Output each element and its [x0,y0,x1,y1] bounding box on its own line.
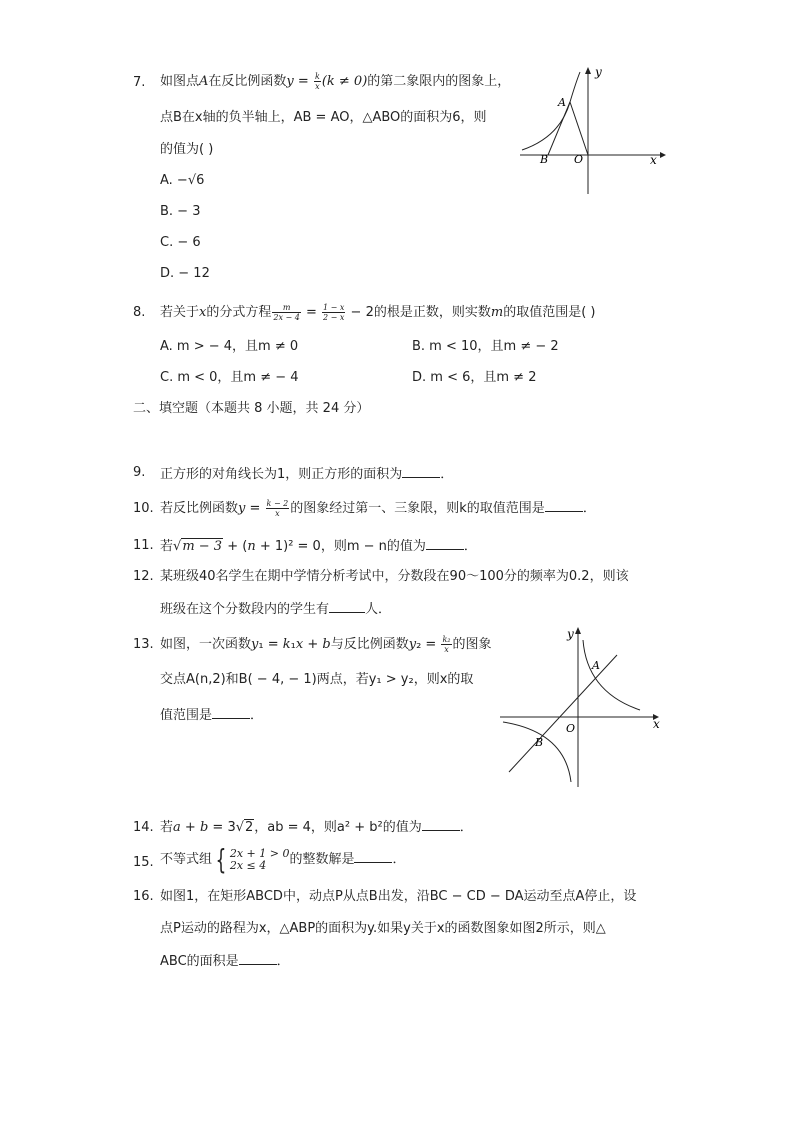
q13-line3 [160,706,263,724]
answer-blank[interactable] [329,600,365,613]
answer-blank[interactable] [426,537,464,550]
q13-number: 13. [133,637,154,652]
q14-line: 若a + b = 3√2，ab = 4，则a² + b²的值为 ． [160,820,473,835]
q15-text: 不等式组 [160,852,213,867]
q9-text: 正方形的对角线长为1，则正方形的面积为 [160,467,403,482]
answer-blank[interactable] [402,465,440,478]
q8-text: 的根是正数，则实数 [373,305,491,320]
q16-end: ． [276,954,290,969]
q13-fig-label-b: B [535,736,544,749]
answer-blank[interactable] [212,706,250,719]
q9-number: 9. [133,465,146,480]
q8-option-a: A. m > − 4，且m ≠ 0 [160,339,299,354]
q15-eq1: 2x + 1 > 0 [229,846,290,860]
q7-line1: 如图点A在反比例函数y = $\frac{k}{x}$ (k ≠ 0)的第二象限内的图象上， [160,72,511,91]
q13-text: 的图象 [452,637,492,652]
q9-end: ． [440,467,454,482]
q7-fig-label-o: O [574,153,584,166]
q12-text: 班级在这个分数段内的学生有 [160,602,330,617]
q10-line: 若反比例函数y = $\frac{k - 2}{x}$ 的图象经过第一、三象限，则k的取值范围是 ． [160,499,596,518]
q16-line2: 点P运动的路程为x，△ABP的面积为y.如果y关于x的函数图象如图2所示，则△ [160,921,606,936]
q11-text: ，则m − n的值为 [320,539,426,554]
q13-line1: 如图，一次函数y₁ = k₁x + b与反比例函数y₂ = $\frac{\text{k₂}}{x}$ 的图象 [160,635,492,654]
section-heading: 二、填空题（本题共 8 小题，共 24 分） [133,401,370,416]
q16-line1: 如图1，在矩形ABCD中，动点P从点B出发，沿BC − CD − DA运动至点A停止，设 [160,889,637,904]
q13-end: ． [250,708,264,723]
q7-option-a: A. −√6 [160,173,205,188]
q7-fig-label-x: x [650,153,657,167]
q15-line: 不等式组 { 2x + 1 > 0 2x ≤ 4 的整数解是 ． [160,842,406,876]
q7-option-b: B. − 3 [160,204,201,219]
q8-text: 的取值范围是( ) [503,305,596,320]
q7-option-c: C. − 6 [160,235,201,250]
q11-text: 若 [160,539,174,554]
q13-text: 与反比例函数 [330,637,409,652]
q7-text: 在反比例函数 [208,74,287,89]
q16-number: 16. [133,889,154,904]
q14-text: 若 [160,820,174,835]
q7-fig-label-y: y [595,65,602,79]
q13-fig-label-a: A [592,659,600,672]
q7-fig-label-a: A [558,96,566,109]
q10-text: 若反比例函数 [160,501,239,516]
answer-blank[interactable] [354,850,392,863]
q10-number: 10. [133,501,154,516]
q7-fig-label-b: B [540,153,549,166]
q15-number: 15. [133,855,154,870]
q13-text: 值范围是 [160,708,213,723]
q11-end: ． [463,539,477,554]
q16-line3 [160,952,290,970]
q7-figure [510,62,670,197]
q10-end: ． [582,501,596,516]
q7-line2: 点B在x轴的负半轴上，AB = AO，△ABO的面积为6，则 [160,110,487,125]
q13-fig-label-o: O [566,722,576,735]
q8-option-b: B. m < 10，且m ≠ − 2 [412,339,559,354]
answer-blank[interactable] [545,499,583,512]
q8-line1: 若关于x的分式方程 $\frac{m}{2x - 4}$ = $\frac{1 - x}{2 - x}$ − 2的根是正数，则实数m的取值范围是( ) [160,303,596,322]
q7-line3: 的值为( ) [160,142,214,157]
q10-text: 的图象经过第一、三象限，则k的取值范围是 [290,501,545,516]
answer-blank[interactable] [239,952,277,965]
q14-end: ． [459,820,473,835]
q8-option-d: D. m < 6，且m ≠ 2 [412,370,537,385]
q13-line2: 交点A(n,2)和B( − 4, − 1)两点，若y₁ > y₂，则x的取 [160,672,474,687]
q8-text: 若关于 [160,305,200,320]
q8-text: 的分式方程 [206,305,272,320]
answer-blank[interactable] [422,818,460,831]
q13-fig-label-x: x [653,717,660,731]
q7-number: 7. [133,75,146,90]
q16-text: ABC的面积是 [160,954,239,969]
q13-text: 如图，一次函数 [160,637,252,652]
q14-text: ，ab = 4，则a² + b²的值为 [254,820,422,835]
q13-figure [495,622,665,792]
q7-text: 的第二象限内的图象上， [367,74,511,89]
q12-line2 [160,600,391,618]
q14-number: 14. [133,820,154,835]
q11-number: 11. [133,538,154,553]
q7-option-d: D. − 12 [160,266,210,281]
q7-text: 如图点 [160,74,200,89]
q9-line [160,465,453,483]
q8-number: 8. [133,305,146,320]
q15-end: ． [392,852,406,867]
q11-line: 若√m − 3 + (n + 1)² = 0，则m − n的值为 ． [160,539,477,554]
q12-line1: 某班级40名学生在期中学情分析考试中，分数段在90～100分的频率为0.2，则该 [160,569,629,584]
q12-text: 人． [365,602,392,617]
q8-option-c: C. m < 0，且m ≠ − 4 [160,370,299,385]
q12-number: 12. [133,569,154,584]
q15-text: 的整数解是 [289,852,355,867]
q13-fig-label-y: y [567,627,574,641]
q15-eq2: 2x ≤ 4 [229,858,267,872]
